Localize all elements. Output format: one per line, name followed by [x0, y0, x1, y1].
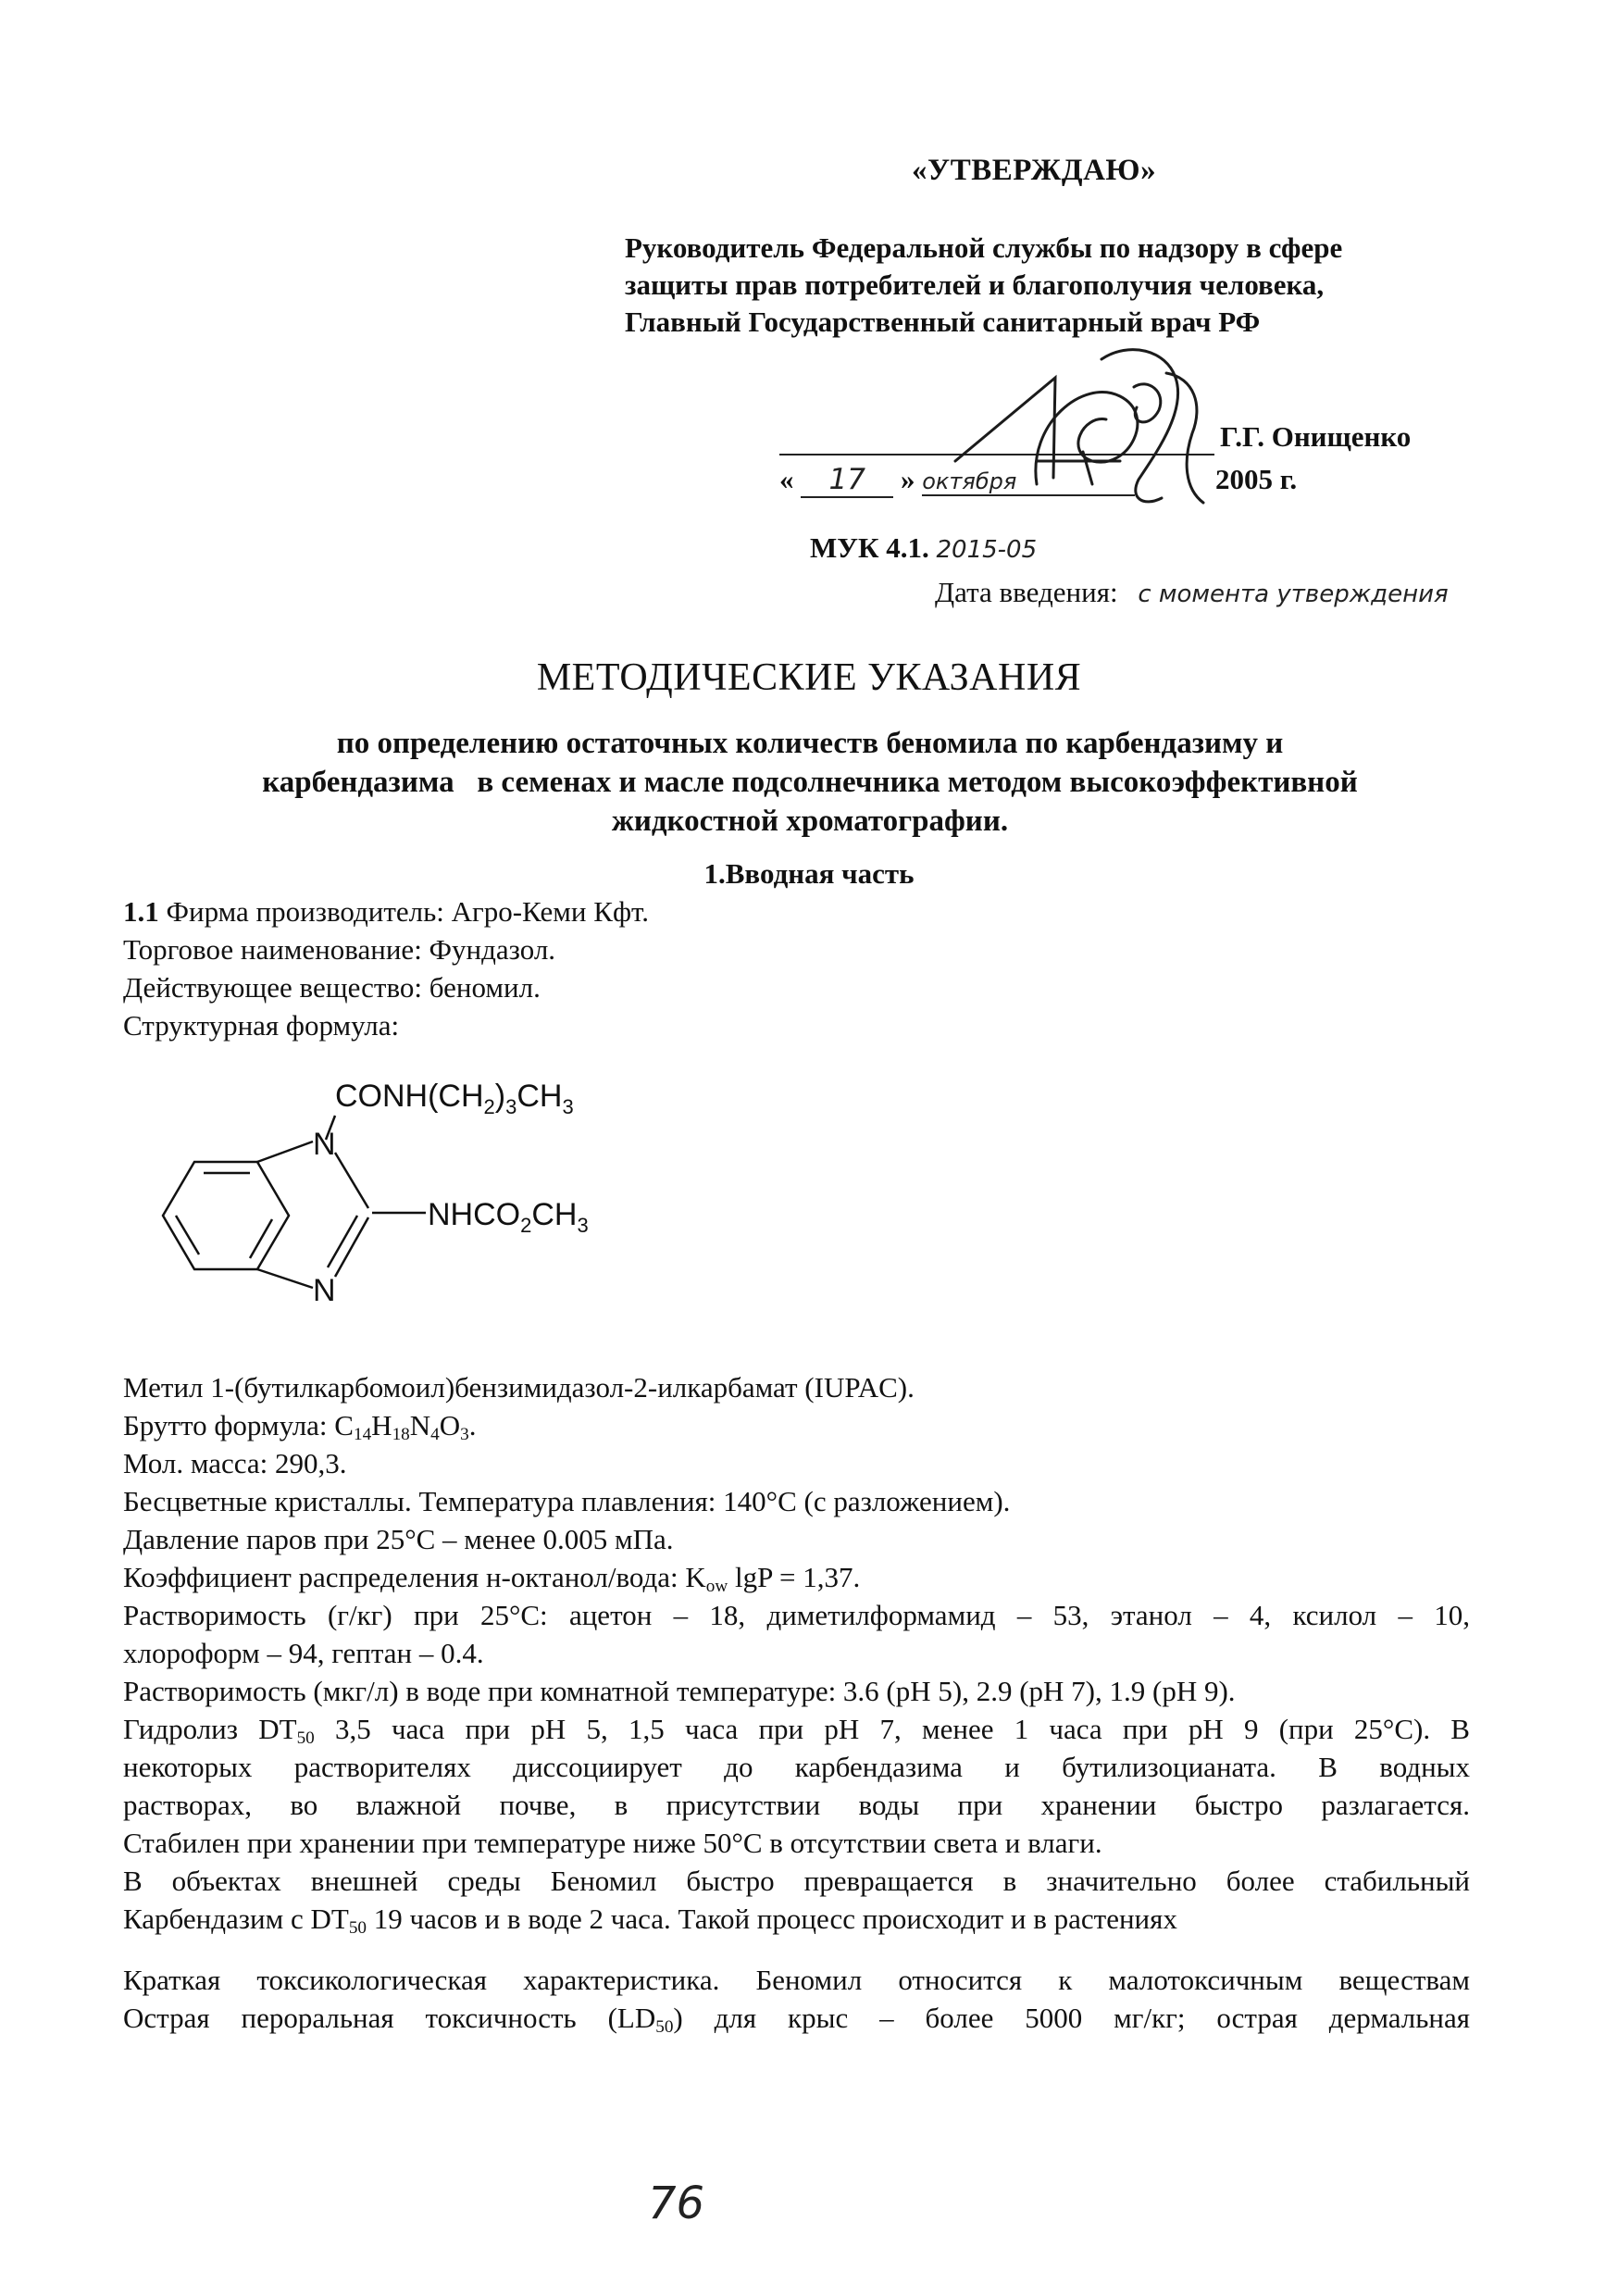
solubility-line: Растворимость (г/кг) при 25°С: ацетон – 18, диметилформамид – 53, этанол – 4, ксилол – 10, — [123, 1599, 1470, 1631]
svg-text:NHCO2CH3: $NHCO_2CH_3$ — [428, 1197, 589, 1237]
intro-date — [935, 576, 1449, 609]
subtitle-line: карбендазима в семенах и масле подсолнечника методом высокоэффективной — [262, 766, 1358, 799]
vapor-pressure: Давление паров при 25°С – менее 0.005 мПа. — [123, 1523, 674, 1555]
nitrogen-top: N — [313, 1127, 336, 1162]
date-day: 17 — [801, 463, 893, 498]
top-group-text: CONH(CH — [335, 1079, 484, 1114]
hydrolysis-line: Гидролиз $DT_{50}$ 3,5 часа при pH 5, 1,5 часа при pH 7, менее 1 часа при pH 9 (при 25°С). В — [123, 1713, 1470, 1748]
manufacturer-text: Фирма производитель: Агро-Кеми Кфт. — [158, 895, 649, 928]
toxicology-line: Острая пероральная токсичность $(LD_{50})$ для крыс – более 5000 мг/кг; острая дермальная — [123, 2002, 1470, 2037]
item-number: 1.1 — [123, 895, 159, 928]
date-quote-close: » — [901, 463, 915, 495]
iupac-name: Метил 1-(бутилкарбомоил)бензимидазол-2-илкарбамат (IUPAC). — [123, 1371, 915, 1404]
toxicology-block — [123, 1961, 1470, 2037]
subtitle-line: по определению остаточных количеств беномила по карбендазиму и — [336, 727, 1284, 760]
svg-text:CONH(CH2)3CH3: $CONH(CH_2)_3CH_3$ — [335, 1079, 574, 1118]
approval-line: защиты прав потребителей и благополучия человека, — [625, 268, 1325, 301]
intro-block — [123, 892, 1470, 1044]
active-substance-line: Действующее вещество: беномил. — [123, 971, 541, 1004]
muk-code — [810, 531, 1037, 565]
date-quote-open: « — [779, 463, 794, 495]
gross-formula: Брутто формула: $C_{14}H_{18}N_4O_3$. — [123, 1409, 477, 1444]
page-number: 76 — [648, 2177, 705, 2229]
approval-year: 2005 г. — [1215, 463, 1298, 495]
formula-label: Структурная формула: — [123, 1009, 400, 1042]
partition-coefficient: Коэффициент распределения н-октанол/вода: $K_{ow}$ lgP = 1,37. — [123, 1561, 861, 1596]
stability-line: Стабилен при хранении при температуре ниже 50°С в отсутствии света и влаги. — [123, 1827, 1102, 1859]
approval-line: Руководитель Федеральной службы по надзору в сфере — [625, 231, 1343, 264]
hydrolysis-line: некоторых растворителях диссоциирует до карбендазима и бутилизоцианата. В водных — [123, 1751, 1470, 1783]
molar-mass: Мол. масса: 290,3. — [123, 1447, 347, 1479]
nitrogen-bottom: N — [313, 1273, 336, 1308]
manufacturer-line — [123, 892, 1470, 930]
intro-date-value: с момента утверждения — [1138, 580, 1449, 608]
muk-number: 2015-05 — [936, 536, 1038, 564]
muk-label: МУК 4.1. — [810, 531, 929, 564]
approval-date — [779, 463, 1135, 498]
intro-date-label: Дата введения: — [935, 576, 1118, 608]
section-heading: 1.Вводная часть — [703, 857, 915, 890]
trade-name-line: Торговое наименование: Фундазол. — [123, 933, 556, 966]
hydrolysis-line: растворах, во влажной почве, в присутствии воды при хранении быстро разлагается. — [123, 1789, 1470, 1821]
subtitle-line: жидкостной хроматографии. — [611, 805, 1009, 838]
crystals-line: Бесцветные кристаллы. Температура плавления: 140°С (с разложением). — [123, 1485, 1011, 1517]
signatory-name: Г.Г. Онищенко — [1220, 420, 1412, 453]
approval-line: Главный Государственный санитарный врач РФ — [625, 306, 1261, 338]
solubility-line: хлороформ – 94, гептан – 0.4. — [123, 1637, 484, 1669]
properties-block — [123, 1368, 1470, 1938]
structural-formula — [120, 1069, 676, 1319]
approval-title: «УТВЕРЖДАЮ» — [912, 154, 1157, 187]
side-group-text: NHCO — [428, 1197, 521, 1232]
environment-line: В объектах внешней среды Беномил быстро превращается в значительно более стабильный — [123, 1865, 1470, 1897]
toxicology-line: Краткая токсикологическая характеристика. Беномил относится к малотоксичным веществам — [123, 1964, 1470, 1996]
document-title: МЕТОДИЧЕСКИЕ УКАЗАНИЯ — [536, 656, 1082, 699]
document-subtitle — [130, 724, 1490, 841]
date-month: октября — [922, 468, 1135, 496]
environment-line: Карбендазим с $DT_{50}$ 19 часов и в воде 2 часа. Такой процесс происходит и в растениях — [123, 1903, 1177, 1938]
water-solubility: Растворимость (мкг/л) в воде при комнатной температуре: 3.6 (pH 5), 2.9 (pH 7), 1.9 (pH 9). — [123, 1675, 1236, 1707]
